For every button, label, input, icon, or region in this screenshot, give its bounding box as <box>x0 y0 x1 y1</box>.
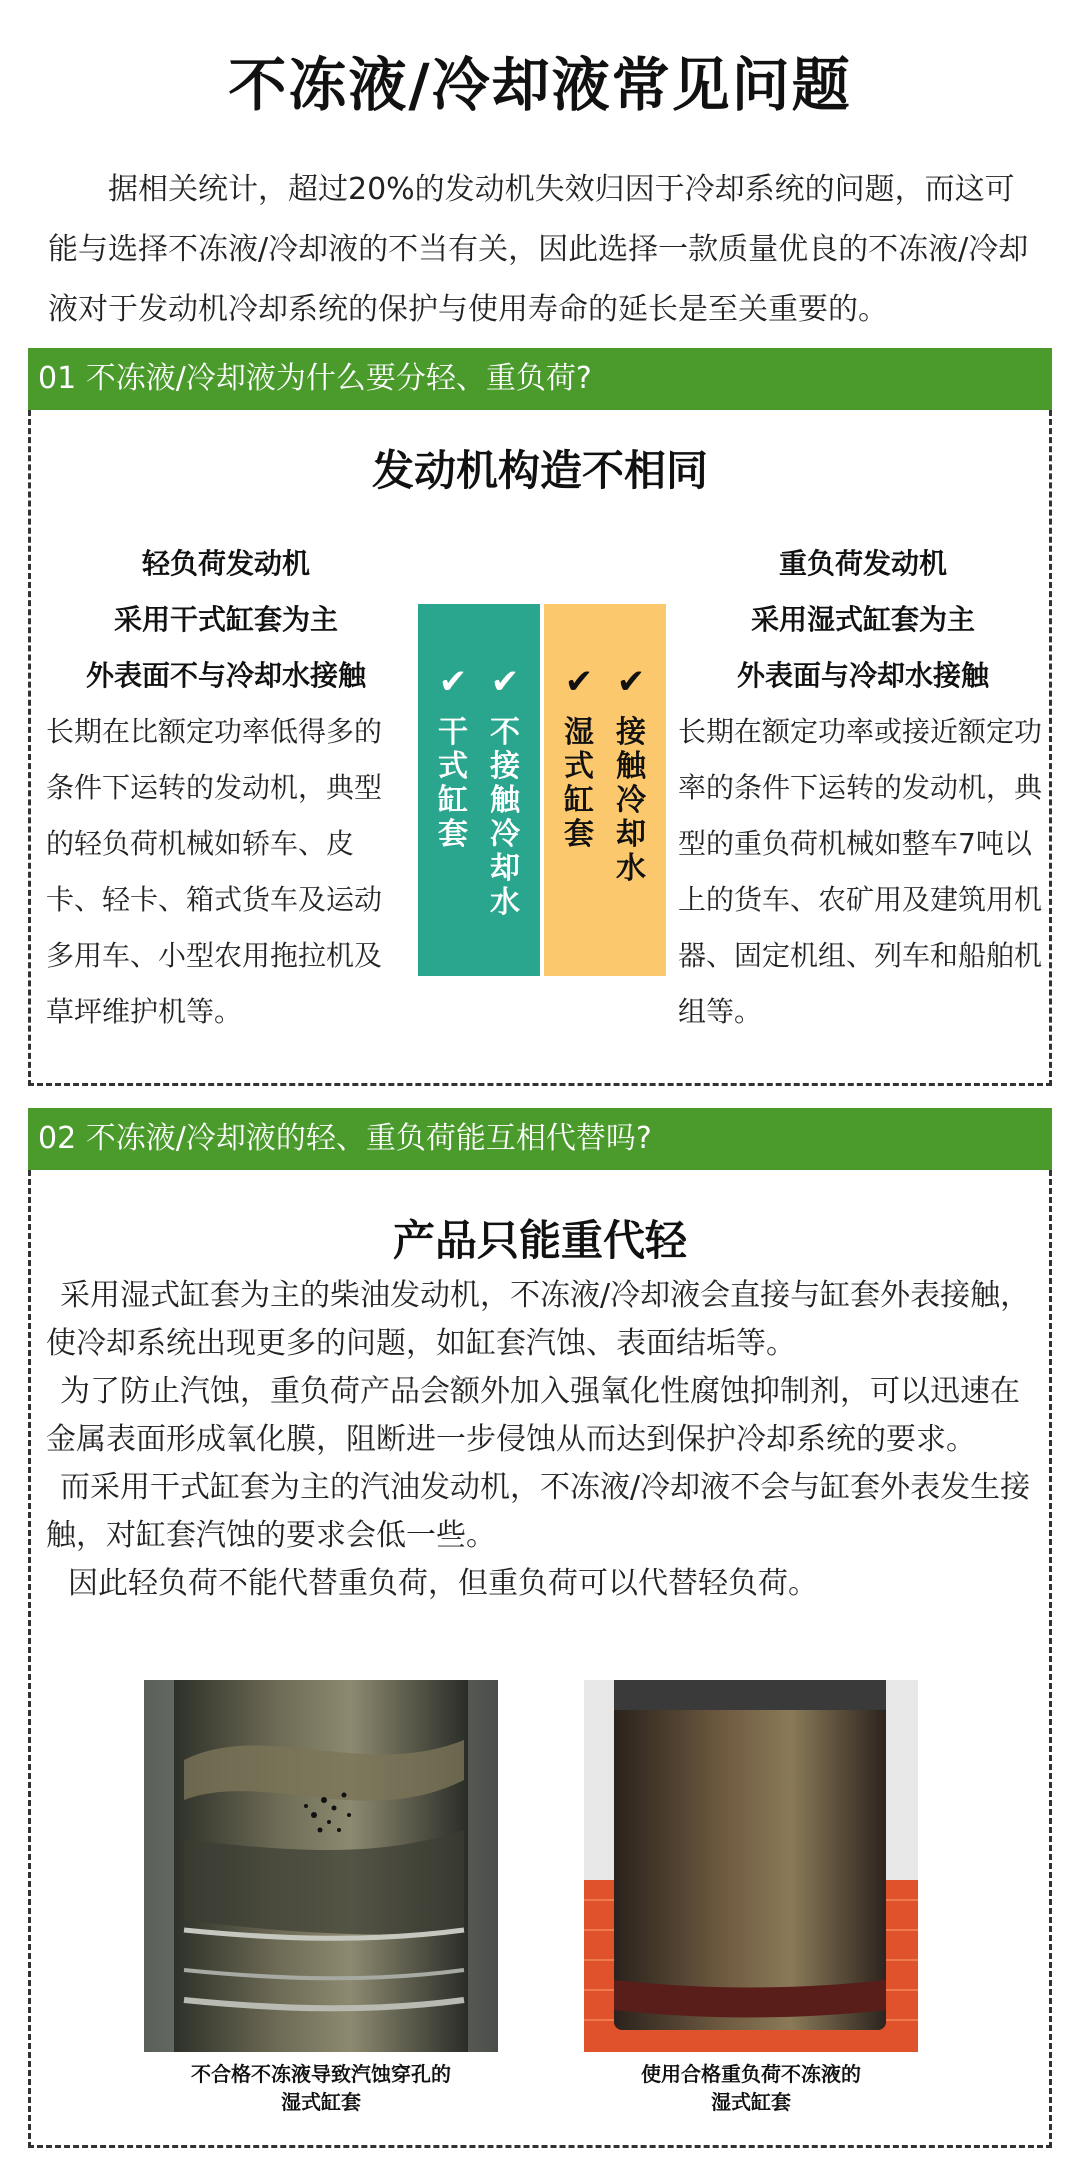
caption-line: 湿式缸套 <box>711 2090 791 2114</box>
paragraph: 采用湿式缸套为主的柴油发动机，不冻液/冷却液会直接与缸套外表接触，使冷却系统出现更多的问题，如缸套汽蚀、表面结垢等。 <box>46 1278 1031 1361</box>
check-icon: ✔ <box>616 662 646 702</box>
vertical-char: 触 <box>490 783 520 818</box>
vertical-char: 触 <box>616 749 646 784</box>
right-photo-caption <box>584 2060 918 2116</box>
light-engine-title: 轻负荷发动机 <box>141 547 310 580</box>
caption-line: 不合格不冻液导致汽蚀穿孔的 <box>191 2062 451 2086</box>
paragraph: 因此轻负荷不能代替重负荷，但重负荷可以代替轻负荷。 <box>68 1566 818 1601</box>
section2-header-bar: 02 不冻液/冷却液的轻、重负荷能互相代替吗? <box>28 1108 1052 1170</box>
wet-liner-column <box>544 604 666 976</box>
vertical-char: 不 <box>490 715 520 750</box>
intro-paragraph: 据相关统计，超过20%的发动机失效归因于冷却系统的问题，而这可能与选择不冻液/冷却液的不当有关，因此选择一款质量优良的不冻液/冷却液对于发动机冷却系统的保护与使用寿命的延长是至关重要的。 <box>48 172 1029 327</box>
vertical-char: 套 <box>438 817 468 852</box>
light-engine-contact: 外表面不与冷却水接触 <box>85 659 366 692</box>
check-icon: ✔ <box>490 662 520 702</box>
no-contact-label <box>490 716 520 920</box>
wet-liner-col-a <box>564 662 594 976</box>
left-photo-caption <box>144 2060 498 2116</box>
paragraph: 为了防止汽蚀，重负荷产品会额外加入强氧化性腐蚀抑制剂，可以迅速在金属表面形成氧化膜，阻断进一步侵蚀从而达到保护冷却系统的要求。 <box>46 1374 1020 1457</box>
vertical-char: 干 <box>438 715 468 750</box>
vertical-char: 缸 <box>564 783 594 818</box>
check-icon: ✔ <box>438 662 468 702</box>
section2-subhead: 产品只能重代轻 <box>392 1216 687 1265</box>
light-engine-block <box>46 536 406 1040</box>
section2-body <box>46 1272 1036 1608</box>
vertical-char: 式 <box>564 749 594 784</box>
vertical-char: 冷 <box>490 817 520 852</box>
heavy-engine-liner: 采用湿式缸套为主 <box>750 603 975 636</box>
wet-liner-label <box>564 716 594 852</box>
heavy-engine-description: 长期在额定功率或接近额定功率的条件下运转的发动机，典型的重负荷机械如整车7吨以上的货车、农矿用及建筑用机器、固定机组、列车和船舶机组等。 <box>678 715 1043 1028</box>
section1-header-bar: 01 不冻液/冷却液为什么要分轻、重负荷? <box>28 348 1052 410</box>
section1-subhead: 发动机构造不相同 <box>371 446 708 495</box>
vertical-char: 套 <box>564 817 594 852</box>
dry-liner-col-b <box>490 662 520 976</box>
vertical-char: 接 <box>490 749 520 784</box>
vertical-char: 冷 <box>616 783 646 818</box>
wet-liner-col-b <box>616 662 646 976</box>
page-title: 不冻液/冷却液常见问题 <box>228 51 852 119</box>
heavy-engine-block <box>678 536 1048 1040</box>
caption-line: 湿式缸套 <box>281 2090 361 2114</box>
contact-label <box>616 716 646 886</box>
vertical-char: 水 <box>490 885 520 920</box>
light-engine-description: 长期在比额定功率低得多的条件下运转的发动机，典型的轻负荷机械如轿车、皮卡、轻卡、箱式货车及运动多用车、小型农用拖拉机及草坪维护机等。 <box>46 715 383 1028</box>
dry-liner-col-a <box>438 662 468 976</box>
vertical-char: 却 <box>490 851 520 886</box>
light-engine-liner: 采用干式缸套为主 <box>113 603 338 636</box>
caption-line: 使用合格重负荷不冻液的 <box>641 2062 861 2086</box>
vertical-char: 接 <box>616 715 646 750</box>
protected-liner-photo <box>584 1680 918 2052</box>
vertical-char: 水 <box>616 851 646 886</box>
heavy-engine-title: 重负荷发动机 <box>778 547 947 580</box>
heavy-engine-contact: 外表面与冷却水接触 <box>736 659 989 692</box>
paragraph: 而采用干式缸套为主的汽油发动机，不冻液/冷却液不会与缸套外表发生接触，对缸套汽蚀的要求会低一些。 <box>46 1470 1031 1553</box>
check-icon: ✔ <box>564 662 594 702</box>
vertical-char: 缸 <box>438 783 468 818</box>
vertical-char: 却 <box>616 817 646 852</box>
vertical-char: 式 <box>438 749 468 784</box>
vertical-char: 湿 <box>564 715 594 750</box>
dry-liner-label <box>438 716 468 852</box>
dry-liner-column <box>418 604 540 976</box>
cavitation-damaged-liner-photo <box>144 1680 498 2052</box>
